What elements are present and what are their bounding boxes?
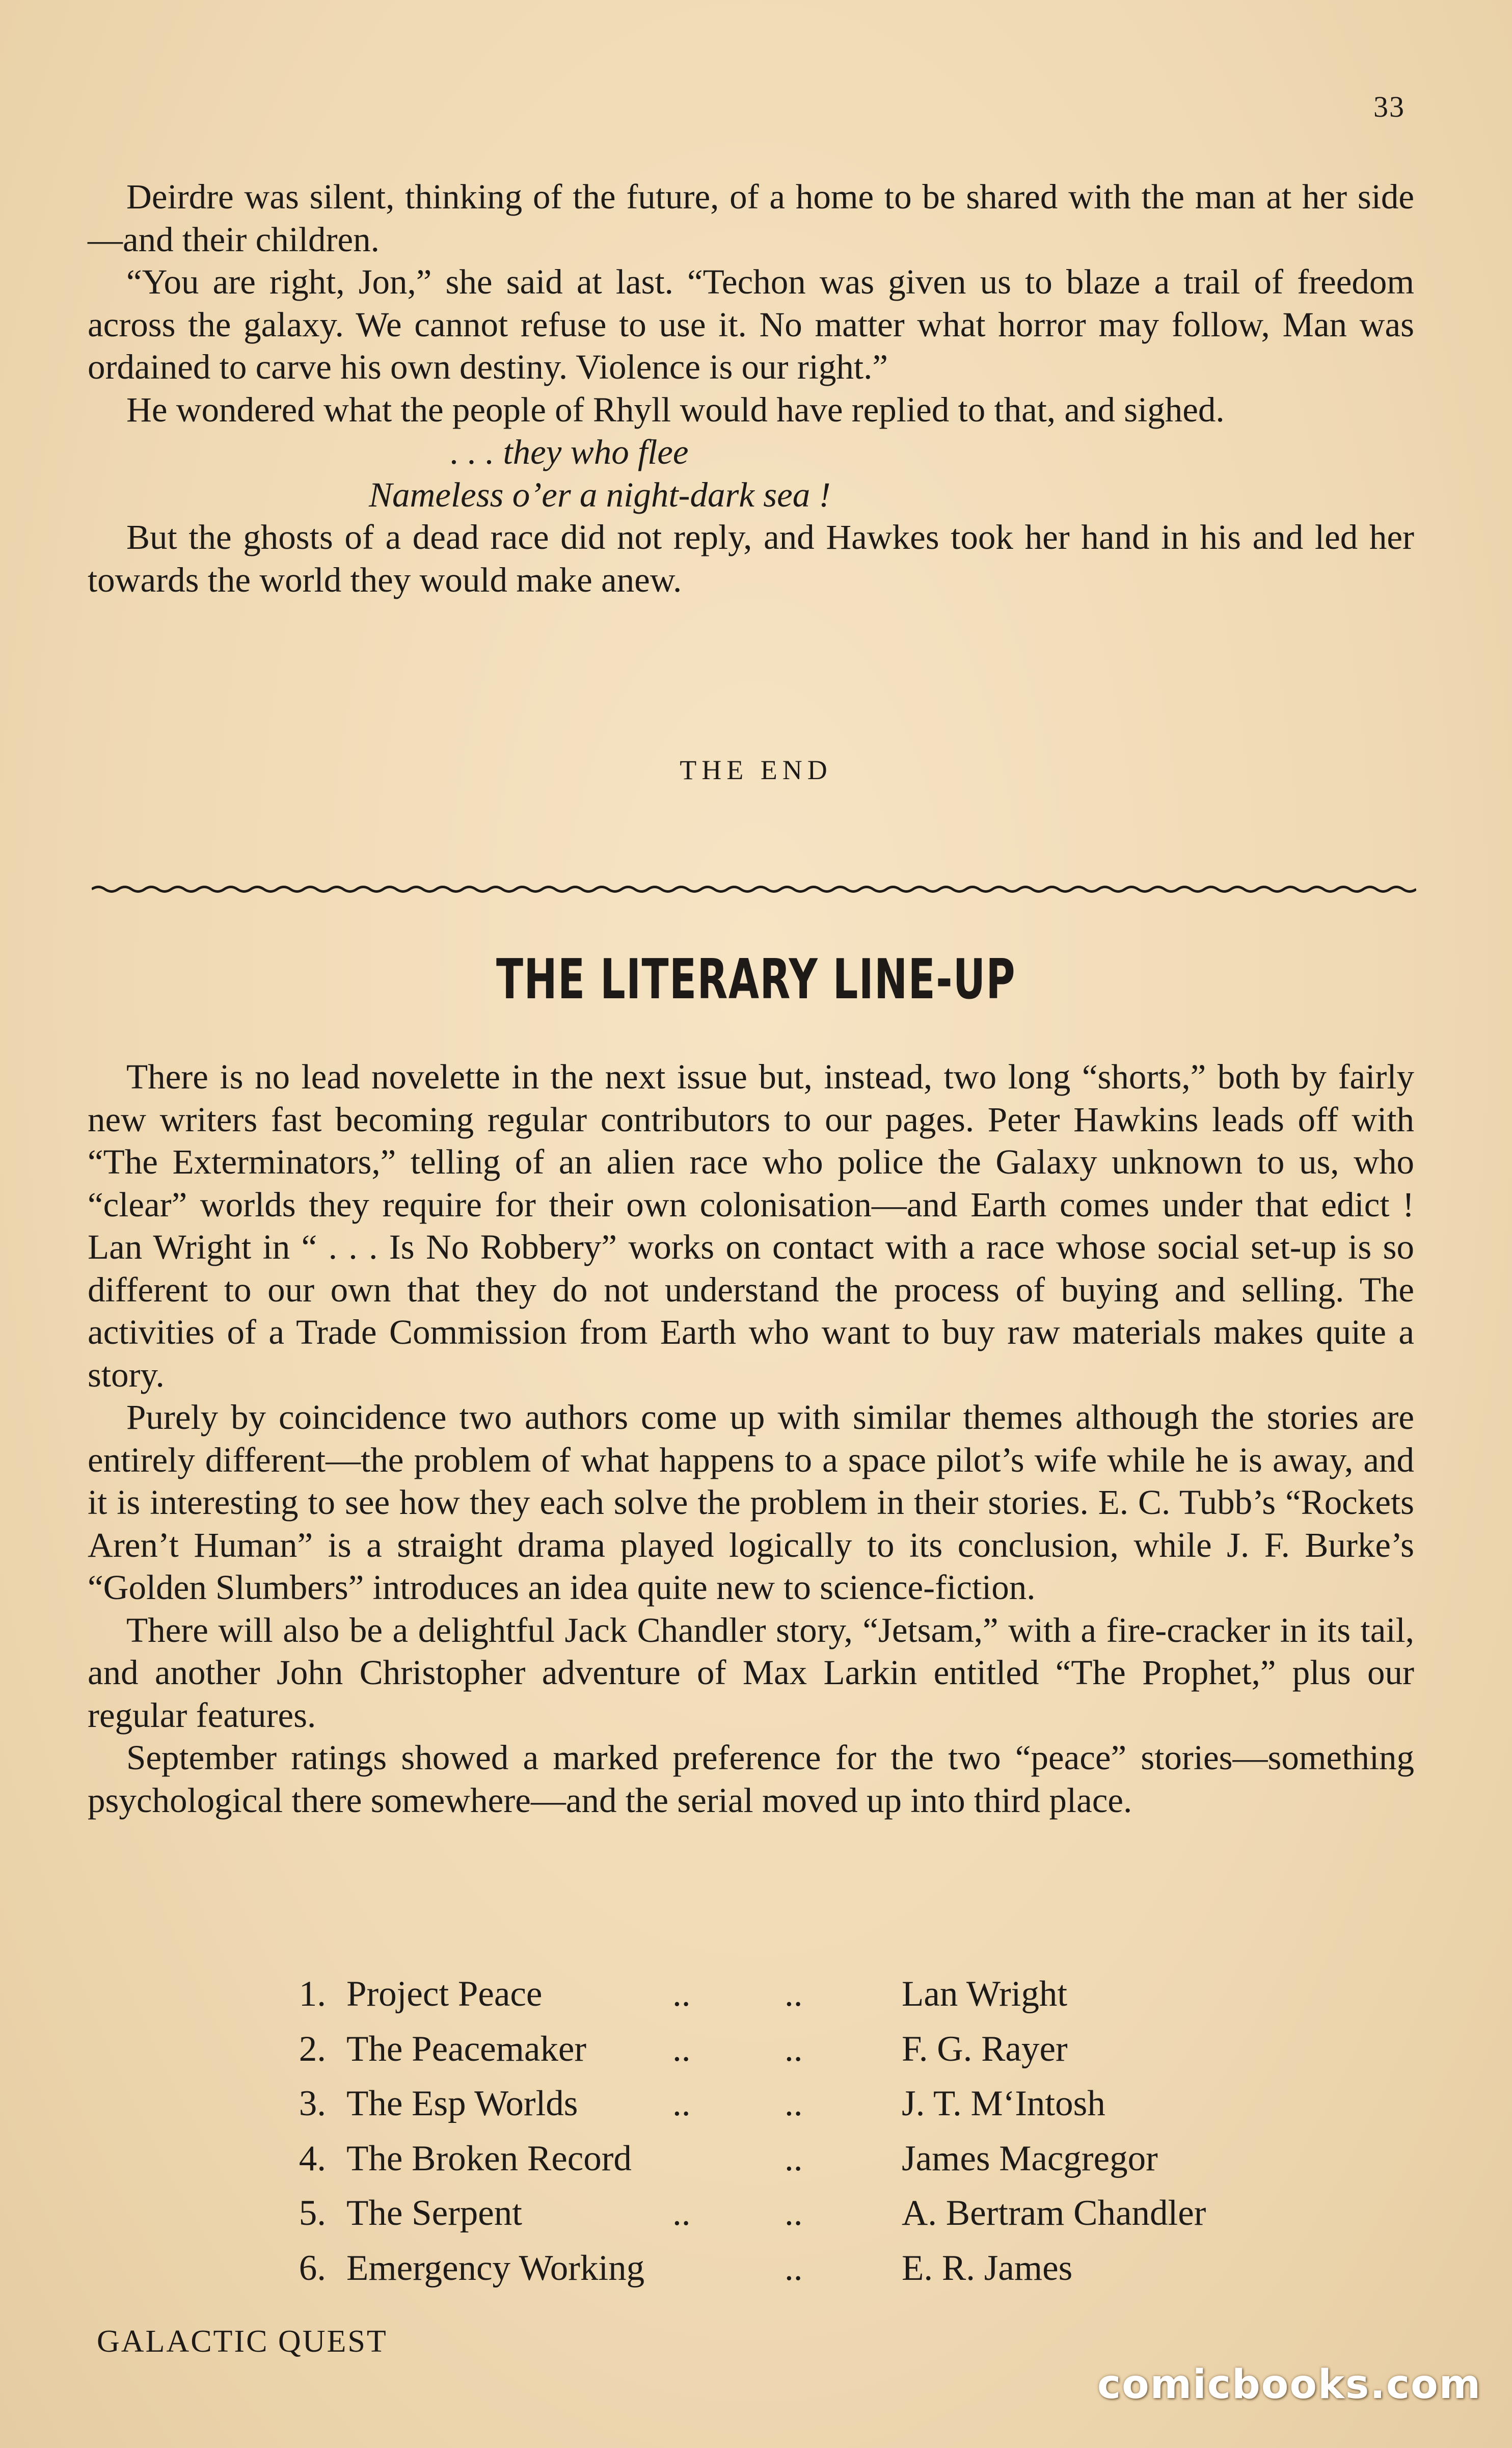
story-paragraph: “You are right, Jon,” she said at last. “Techon was given us to blaze a trail of freedom across the galaxy. We cannot refuse to use it. No matter what horror may follow, Man was ordained to carve his own destiny. Violence is our right.”: [88, 262, 1414, 386]
story-paragraph: Deirdre was silent, thinking of the future, of a home to be shared with the man at her side—and their children.: [88, 177, 1414, 259]
lineup-paragraph: September ratings showed a marked preference for the two “peace” stories—something psychological there somewhere—and the serial moved up into third place.: [88, 1738, 1414, 1820]
leader-dots: ..: [785, 1974, 803, 2014]
rating-rank: 5.: [299, 2193, 326, 2233]
rating-row: [234, 2132, 1355, 2187]
rating-title: The Peacemaker: [346, 2029, 587, 2069]
verse-line: . . . they who flee: [450, 433, 689, 471]
lineup-text: [88, 1056, 1414, 1822]
watermark-logo: comicbooks.com: [1097, 2362, 1481, 2408]
rating-author: A. Bertram Chandler: [902, 2193, 1206, 2233]
leader-dots: ..: [672, 2193, 691, 2233]
section-heading: THE LITERARY LINE-UP: [496, 948, 1016, 1012]
rating-rank: 1.: [299, 1974, 326, 2014]
leader-dots: ..: [672, 2029, 691, 2069]
leader-dots: ..: [785, 2029, 803, 2069]
rating-row: [234, 2186, 1355, 2241]
page-number: 33: [1373, 90, 1405, 123]
leader-dots: ..: [785, 2193, 803, 2233]
story-paragraph: He wondered what the people of Rhyll would have replied to that, and sighed.: [126, 390, 1225, 429]
rating-author: Lan Wright: [902, 1974, 1068, 2014]
leader-dots: [672, 2241, 785, 2296]
rating-author: James Macgregor: [902, 2138, 1158, 2178]
rating-title: Project Peace: [346, 1974, 543, 2014]
leader-dots: ..: [785, 2248, 803, 2288]
verse-line: Nameless o’er a night-dark sea !: [369, 475, 831, 514]
lineup-paragraph: There will also be a delightful Jack Chandler story, “Jetsam,” with a fire-cracker in its tail, and another John Christopher adventure of Max Larkin entitled “The Prophet,” plus our regular features.: [88, 1610, 1414, 1735]
lineup-paragraph: There is no lead novelette in the next issue but, instead, two long “shorts,” both by fairly new writers fast becoming regular contributors to our pages. Peter Hawkins leads off with “The Exterminators,” telling of an alien race who police the Galaxy unknown to us, who “clear” worlds they require for their own colonisation—and Earth comes under that edict ! Lan Wright in “ . . . Is No Robbery” works on contact with a race whose social set-up is so different to our own that they do not understand the process of buying and selling. The activities of a Trade Commission from Earth who want to buy raw materials makes quite a story.: [88, 1057, 1414, 1394]
story-paragraph: But the ghosts of a dead race did not reply, and Hawkes took her hand in his and led her towards the world they would make anew.: [88, 518, 1414, 599]
rating-row: [234, 2077, 1355, 2132]
leader-dots: ..: [785, 2084, 803, 2123]
wavy-divider: [92, 879, 1416, 899]
rating-rank: 3.: [299, 2084, 326, 2123]
rating-title: The Esp Worlds: [346, 2084, 578, 2123]
ratings-list: [234, 1967, 1355, 2296]
rating-title: Emergency Working: [346, 2248, 645, 2288]
rating-rank: 4.: [299, 2138, 326, 2178]
lineup-paragraph: Purely by coincidence two authors come up with similar themes although the stories are entirely different—the problem of what happens to a space pilot’s wife while he is away, and it is interesting to see how they each solve the problem in their stories. E. C. Tubb’s “Rockets Aren’t Human” is a straight drama played logically to its conclusion, while J. F. Burke’s “Golden Slumbers” introduces an idea quite new to science-fiction.: [88, 1398, 1414, 1607]
story-ending: [88, 176, 1414, 601]
rating-row: [234, 2022, 1355, 2077]
rating-row: [234, 2241, 1355, 2296]
magazine-footer: GALACTIC QUEST: [97, 2324, 388, 2359]
rating-title: The Serpent: [346, 2193, 523, 2233]
leader-dots: ..: [785, 2138, 803, 2178]
rating-row: [234, 1967, 1355, 2022]
rating-author: F. G. Rayer: [902, 2029, 1068, 2069]
rating-rank: 2.: [299, 2029, 326, 2069]
the-end-mark: THE END: [680, 755, 832, 785]
leader-dots: ..: [672, 2084, 691, 2123]
leader-dots: ..: [672, 1974, 691, 2014]
leader-dots: [672, 2132, 785, 2187]
rating-author: J. T. M‘Intosh: [902, 2084, 1105, 2123]
rating-title: The Broken Record: [346, 2138, 632, 2178]
rating-rank: 6.: [299, 2248, 326, 2288]
verse-quote: [88, 431, 1414, 516]
rating-author: E. R. James: [902, 2248, 1073, 2288]
